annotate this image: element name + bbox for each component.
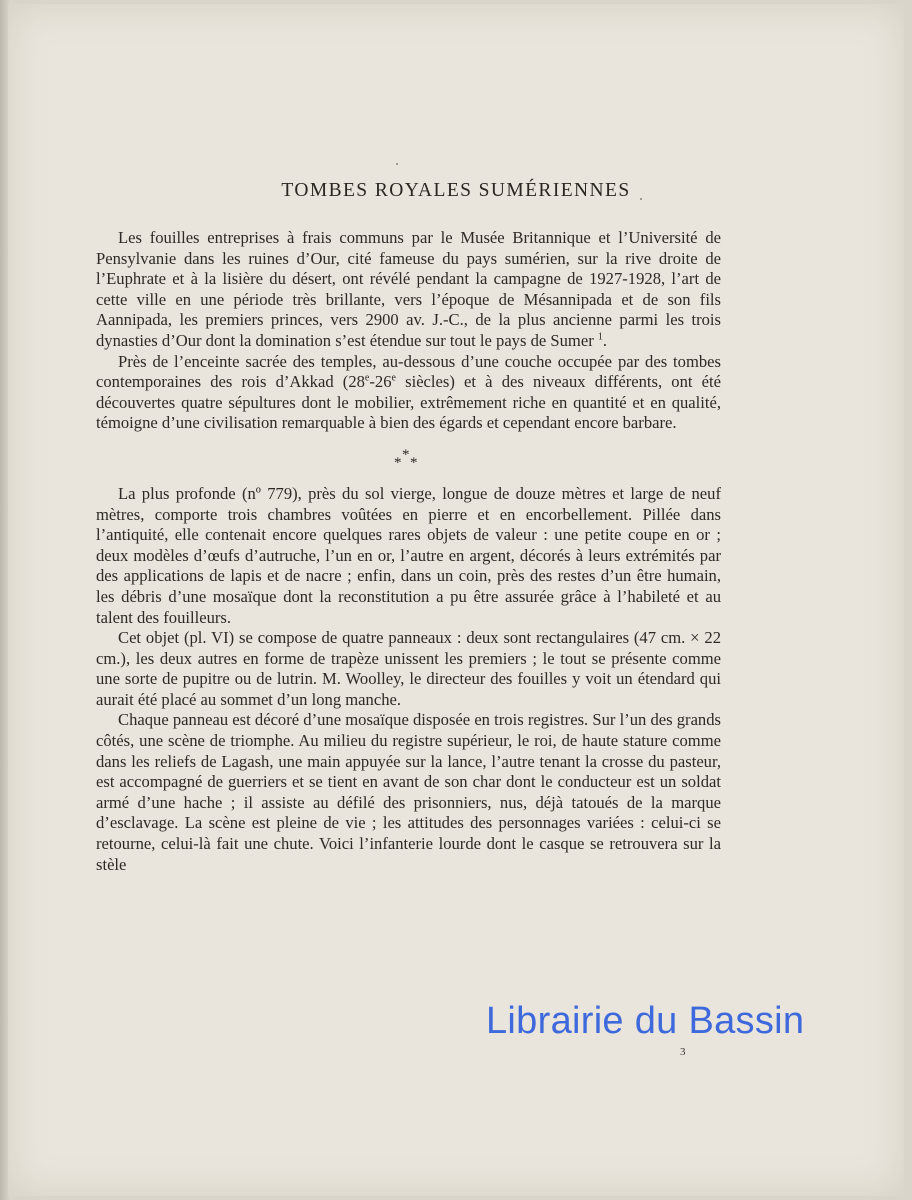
- watermark-logo: Librairie du Bassin: [486, 1000, 805, 1042]
- asterism-star-right: *: [410, 454, 418, 471]
- century-dash: -26: [369, 372, 392, 392]
- paper-speck: [396, 163, 398, 165]
- asterism-divider: [96, 434, 721, 484]
- paragraph-1-text: Les fouilles entreprises à frais communs par le Musée Britannique et l’Université de Pensylvanie dans les ruines d’Our, cité fameuse du pays sumérien, sur la rive droite de l’Euphrate et à la lisière du désert, ont révélé pendant la campagne de 1927-1928, l’art de cette ville en une période très brillante, vers l’époque de Mésannipada et de son fils Aannipada, les premiers princes, vers 2900 av. J.-C., de la plus ancienne parmi les trois dynasties d’Our dont la domination s’est étendue sur tout le pays de Sumer: [96, 228, 721, 350]
- paragraph-2-text-b: siècles) et à des niveaux différents, ont été découvertes quatre sépultures dont le mobilier, extrêmement riche en quantité et en qualité, témoigne d’une civilisation remarquable à bien des égards et cependant encore barbare.: [96, 372, 722, 433]
- page-title: TOMBES ROYALES SUMÉRIENNES: [281, 180, 631, 201]
- body-text: [96, 228, 721, 875]
- superscript-e-1: e: [364, 372, 370, 384]
- paper-speck: [640, 198, 642, 200]
- asterism-star-left: *: [394, 454, 402, 471]
- paragraph-2-text-a: Près de l’enceinte sacrée des temples, au-dessous d’une couche occupée par des tombes contemporaines des rois d’Akkad (28: [96, 351, 721, 392]
- page-number: 3: [680, 1046, 686, 1058]
- footnote-marker: 1: [597, 331, 603, 343]
- superscript-e-2: e: [391, 372, 396, 384]
- paragraph-1-end: .: [602, 330, 608, 350]
- paragraph-3: La plus profonde (nº 779), près du sol vierge, longue de douze mètres et large de neuf mètres, comporte trois chambres voûtées en pierre et en encorbellement. Pillée dans l’antiquité, elle contenait encore quelques rares objets de valeur : une petite coupe en or ; deux modèles d’œufs d’autruche, l’un en or, l’autre en argent, décorés à leurs extrémités par des applications de lapis et de nacre ; enfin, dans un coin, près des restes d’un être humain, les débris d’une mosaïque dont la reconstitution a pu être assurée grâce à l’habileté et au talent des fouilleurs.: [96, 483, 721, 627]
- paragraph-2: [96, 352, 721, 434]
- paragraph-1: [96, 228, 721, 352]
- asterism-star-top: *: [402, 446, 410, 463]
- paragraph-4: Cet objet (pl. VI) se compose de quatre panneaux : deux sont rectangulaires (47 cm. × 22 cm.), les deux autres en forme de trapèze unissent les premiers ; le tout se présente comme une sorte de pupitre ou de lutrin. M. Woolley, le directeur des fouilles y voit un étendard qui aurait été placé au sommet d’un long manche.: [96, 628, 721, 709]
- paragraph-5: Chaque panneau est décoré d’une mosaïque disposée en trois registres. Sur l’un des grands côtés, une scène de triomphe. Au milieu du registre supérieur, le roi, de haute stature comme dans les reliefs de Lagash, une main appuyée sur la lance, l’autre tenant la crosse du pasteur, est accompagné de guerriers et se tient en avant de son char dont le conducteur est un soldat armé d’une hache ; il assiste au défilé des prisonniers, nus, déjà tatoués de la marque d’esclavage. La scène est pleine de vie ; les attitudes des personnages variées : celui-ci se retourne, celui-là fait une chute. Voici l’infanterie lourde dont le casque se retrouvera sur la stèle: [96, 710, 721, 874]
